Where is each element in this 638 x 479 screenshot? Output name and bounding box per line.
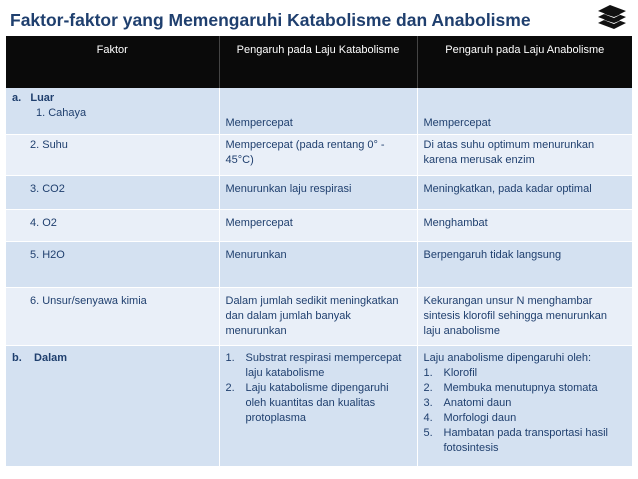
anabolisme-value: Di atas suhu optimum menurunkan karena merusak enzim: [417, 135, 632, 176]
list-text: Hambatan pada transportasi hasil fotosintesis: [443, 427, 608, 454]
stacked-books-icon: [596, 5, 628, 31]
list-text: Morfologi daun: [443, 412, 517, 424]
factors-table: [6, 36, 632, 467]
table-row: [6, 210, 632, 242]
list-number: 2.: [225, 382, 235, 394]
anabolisme-value: Kekurangan unsur N menghambar sintesis klorofil sehingga menurunkan laju anabolisme: [417, 288, 632, 346]
header-faktor: Faktor: [6, 36, 219, 88]
anabolisme-value: Berpengaruh tidak langsung: [417, 242, 632, 288]
katabolisme-value: Mempercepat: [225, 117, 293, 129]
list-item: [226, 351, 411, 381]
faktor-label: 2. Suhu: [6, 135, 219, 176]
list-item: [226, 381, 411, 426]
list-number: 1.: [225, 352, 235, 364]
faktor-label: 3. CO2: [6, 176, 219, 210]
list-item: [424, 426, 627, 456]
list-item: [424, 366, 627, 381]
list-number: 3.: [423, 397, 433, 409]
faktor-label: 4. O2: [6, 210, 219, 242]
anabolisme-cell: [417, 88, 632, 135]
list-item: [424, 381, 627, 396]
faktor-label: 6. Unsur/senyawa kimia: [6, 288, 219, 346]
table-row: [6, 135, 632, 176]
katabolisme-value: Menurunkan: [219, 242, 417, 288]
list-text: Membuka menutupnya stomata: [443, 382, 598, 394]
faktor-label: 5. H2O: [6, 242, 219, 288]
section-name: Dalam: [34, 352, 68, 364]
list-number: 4.: [423, 412, 433, 424]
list-text: Substrat respirasi mempercepat laju katabolisme: [245, 352, 402, 379]
anabolisme-intro: Laju anabolisme dipengaruhi oleh:: [423, 352, 592, 364]
katabolisme-value: Menurunkan laju respirasi: [219, 176, 417, 210]
header-katabolisme: Pengaruh pada Laju Katabolisme: [219, 36, 417, 88]
katabolisme-value: Dalam jumlah sedikit meningkatkan dan dalam jumlah banyak menurunkan: [219, 288, 417, 346]
table-row: [6, 346, 632, 467]
table-row: [6, 88, 632, 135]
list-item: [424, 396, 627, 411]
faktor-cell: [6, 88, 219, 135]
table-header-row: [6, 36, 632, 88]
section-label: a.: [12, 92, 22, 104]
table-row: [6, 242, 632, 288]
list-text: Anatomi daun: [443, 397, 512, 409]
page-title: Faktor-faktor yang Memengaruhi Katabolisme dan Anabolisme: [10, 10, 531, 30]
anabolisme-value: Meningkatkan, pada kadar optimal: [417, 176, 632, 210]
list-item: [424, 411, 627, 426]
anabolisme-cell: [417, 346, 632, 467]
list-number: 1.: [423, 367, 433, 379]
section-dalam-heading: [6, 346, 219, 467]
header-anabolisme: Pengaruh pada Laju Anabolisme: [417, 36, 632, 88]
section-label: b.: [12, 352, 22, 364]
anabolisme-value: Menghambat: [417, 210, 632, 242]
katabolisme-cell: [219, 346, 417, 467]
katabolisme-value: Mempercepat (pada rentang 0° - 45°C): [219, 135, 417, 176]
table-row: [6, 176, 632, 210]
list-number: 5.: [423, 427, 433, 439]
list-number: 2.: [423, 382, 433, 394]
katabolisme-value: Mempercepat: [219, 210, 417, 242]
anabolisme-list: [424, 366, 627, 456]
faktor-label: 1. Cahaya: [36, 107, 87, 119]
list-text: Klorofil: [443, 367, 478, 379]
katabolisme-cell: [219, 88, 417, 135]
table-row: [6, 288, 632, 346]
anabolisme-value: Mempercepat: [423, 117, 491, 129]
katabolisme-list: [226, 351, 411, 426]
list-text: Laju katabolisme dipengaruhi oleh kuantitas dan kualitas protoplasma: [245, 382, 389, 424]
section-luar-heading: [12, 91, 213, 106]
section-name: Luar: [30, 92, 55, 104]
